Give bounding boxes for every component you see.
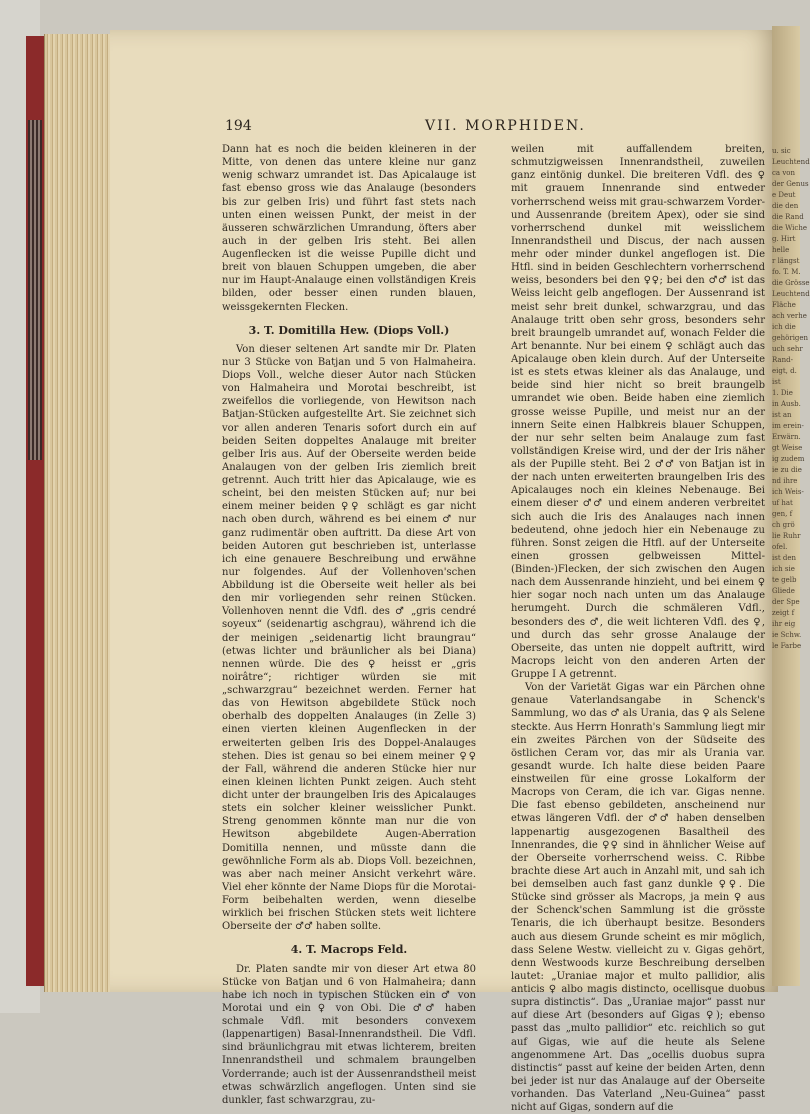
adjacent-page-line: ofel. [772, 543, 788, 551]
adjacent-page-line: ie zu die [772, 466, 802, 474]
right-column [511, 143, 765, 1114]
paragraph: Von dieser seltenen Art sandte mir Dr. Platen nur 3 Stücke von Batjan und 5 von Halmaheira. Diops Voll., welche dieser Autor nach Stücken von Halmaheira und Morotai beschreibt, ist zweifellos die vorliegende, von Hewitson nach Batjan-Stücken aufgestellte Art. Sie zeichnet sich vor allen anderen Tenaris sofort durch ein auf beiden Seiten doppeltes Analauge mit breiter gelber Iris aus. Auf der Oberseite werden beide Analaugen von der gelben Iris ziemlich breit getrennt. Auch tritt hier das Apicalauge, wie es scheint, bei den meisten Stücken auf; nur bei einem meiner beiden ♀♀ schlägt es gar nicht nach oben durch, während es bei einem ♂ nur ganz rudimentär oben auftritt. Da diese Art von beiden Autoren gut beschrieben ist, unterlasse ich eine genauere Beschreibung und erwähne nur folgendes. Auf der Vollenhoven'schen Abbildung ist die Oberseite weit heller als bei den mir vorliegenden sehr reinen Stücken. Vollenhoven nennt die Vdfl. des ♂ „gris cendré soyeux“ (seidenartig aschgrau), während ich die der meinigen „seidenartig licht braungrau“ (etwas lichter und bräunlicher als bei Diana) nennen würde. Die des ♀ heisst er „gris noirâtre“; richtiger würden sie mit „schwarzgrau“ bezeichnet werden. Ferner hat das von Hewitson abgebildete Stück noch oberhalb des doppelten Analauges (in Zelle 3) einen vierten kleinen Augenflecken in der erweiterten gelben Iris des Doppel-Analauges stehen. Dies ist genau so bei einem meiner ♀♀ der Fall, während die anderen Stücke hier nur einen kleinen lichten Punkt zeigen. Auch steht dicht unter der braungelben Iris des Apicalauges stets ein solcher kleiner weisslicher Punkt. Streng genommen könnte man nur die von Hewitson abgebildete Augen-Aberration Domitilla nennen, und müsste dann die gewöhnliche Form als ab. Diops Voll. bezeichnen, was aber nach meiner Ansicht verkehrt wäre. Viel eher könnte der Name Diops für die Morotai-Form beibehalten werden, wenn dieselbe wirklich bei frischen Stücken stets weit lichtere Oberseite der ♂♂ haben sollte. [222, 343, 476, 933]
adjacent-page-line: der Genus [772, 180, 809, 188]
adjacent-page-line: der Spe [772, 598, 800, 606]
adjacent-page-line: lie Ruhr [772, 532, 801, 540]
adjacent-page-line: helle [772, 246, 790, 254]
adjacent-page-line: ist den [772, 554, 797, 562]
adjacent-page-line: gen, f [772, 510, 793, 518]
paragraph: Dr. Platen sandte mir von dieser Art etwa 80 Stücke von Batjan und 6 von Halmaheira; dann habe ich noch in typischen Stücken ein ♂ von Morotai und ein ♀ von Obi. Die ♂♂ haben schmale Vdfl. mit besonders convexem (lappenartigen) Basal-Innenrandstheil. Die Vdfl. sind bräunlichgrau mit etwas lichterem, breiten Innenrandstheil und schmalem braungelben Vorderrande; auch ist der Aussenrandstheil meist etwas schwärzlich angeflogen. Unten sind sie dunkler, fast schwarzgrau, zu- [222, 963, 476, 1106]
paragraph: weilen mit auffallendem breiten, schmutzigweissen Innenrandstheil, zuweilen ganz eintönig dunkel. Die breiteren Vdfl. des ♀ mit grauem Innenrande sind entweder vorherrschend weiss mit grau-schwarzem Vorder- und Aussenrande (breitem Apex), oder sie sind vorherrschend dunkel mit weisslichem Innenrandstheil und Discus, der nach aussen mehr oder minder dunkel angeflogen ist. Die Htfl. sind in beiden Geschlechtern vorherrschend weiss, besonders bei den ♀♀; bei den ♂♂ ist das Weiss leicht gelb angeflogen. Der Aussenrand ist meist sehr breit dunkel, schwarzgrau, und das Analauge tritt oben sehr gross, besonders sehr breit braungelb umrandet auf, wonach Felder die Art benannte. Nur bei einem ♀ schlägt auch das Apicalauge oben klein durch. Auf der Unterseite ist es stets etwas kleiner als das Analauge, und beide sind hier nicht so breit braungelb umrandet wie oben. Beide haben eine ziemlich grosse weisse Pupille, und meist nur an der innern Seite einen Halbkreis blauer Schuppen, der nur sehr selten beim Analauge zum fast vollständigen Kreise wird, und der der Iris näher als der Pupille steht. Bei 2 ♂♂ von Batjan ist in der nach unten erweiterten braungelben Iris des Apicalauges noch ein kleines Nebenauge. Bei einem dieser ♂♂ und einem anderen verbreitet sich auch die Iris des Analauges nach innen bedeutend, ohne jedoch hier ein Nebenauge zu führen. Sonst zeigen die Htfl. auf der Unterseite einen grossen gelbweissen Mittel-(Binden-)Flecken, der sich zwischen den Augen nach dem Aussenrande hinzieht, und bei einem ♀ hier sogar noch nach unten um das Analauge herumgeht. Durch die schmäleren Vdfl., besonders des ♂, die weit lichteren Vdfl. des ♀, und durch das sehr grosse Analauge der Oberseite, das unten nie doppelt auftritt, wird Macrops leicht von den anderen Arten der Gruppe I A getrennt. [511, 144, 765, 680]
adjacent-page-line: ihr eig [772, 620, 796, 628]
adjacent-page-line: eigt, d. [772, 367, 797, 375]
paragraph: Von der Varietät Gigas war ein Pärchen ohne genaue Vaterlandsangabe in Schenck's Sammlung, wo das ♂ als Urania, das ♀ als Selene steckte. Aus Herrn Honrath's Sammlung liegt mir ein zweites Pärchen von der Südseite des östlichen Ceram vor, das mir als Urania var. gesandt wurde. Ich halte diese beiden Paare einstweilen für eine grosse Lokalform der Macrops von Ceram, die ich var. Gigas nenne. Die fast ebenso gebildeten, anscheinend nur etwas längeren Vdfl. der ♂♂ haben denselben lappenartig ausgezogenen Basaltheil des Innenrandes, die ♀♀ sind in ähnlicher Weise auf der Oberseite vorherrschend weiss. C. Ribbe brachte diese Art auch in Anzahl mit, und sah ich bei demselben auch fast ganz dunkle ♀♀. Die Stücke sind grösser als Macrops, ja mein ♀ aus der Schenck'schen Sammlung ist die grösste Tenaris, die ich überhaupt besitze. Besonders auch aus diesem Grunde scheint es mir möglich, dass Selene Westw. vielleicht zu v. Gigas gehört, denn Westwoods kurze Beschreibung derselben lautet: „Uraniae major et multo pallidior, alis anticis ♀ albo magis distincto, ocellisque duobus supra distinctis“. Das „Uraniae major“ passt nur auf diese Art (besonders auf Gigas ♀); ebenso passt das „multo pallidior“ etc. reichlich so gut auf Gigas, wie auf die heute als Selene angenommene Art. Das „ocellis duobus supra distinctis“ passt auf keine der beiden Arten, denn bei jeder ist nur das Analauge auf der Oberseite vorhanden. Das Vaterland „Neu-Guinea“ passt nicht auf Gigas, sondern auf die [511, 682, 765, 1114]
adjacent-page-line: ig zudem [772, 455, 805, 463]
adjacent-page-line: Erwärn. [772, 433, 801, 441]
adjacent-page-line: te gelb [772, 576, 797, 584]
adjacent-page-line: le Farbe [772, 642, 802, 650]
adjacent-page-line: die Wiche [772, 224, 807, 232]
paragraph: Dann hat es noch die beiden kleineren in der Mitte, von denen das untere kleine nur ganz wenig schwarz umrandet ist. Das Apicalauge ist fast ebenso gross wie das Analauge (besonders bis zur gelben Iris) und führt fast stets nach unten einen weissen Punkt, der meist in der äusseren schwärzlichen Umrandung, öfters aber auch in der gelben Iris steht. Bei allen Augenflecken ist die weisse Pupille dicht und breit von blauen Schuppen umgeben, die aber nur im Haupt-Analauge einen vollständigen Kreis bilden, oder besser einen runden blauen, weissgekernten Flecken. [222, 144, 476, 313]
page-number: 194 [225, 118, 252, 134]
adjacent-page-line: e Deut [772, 191, 796, 199]
adjacent-page-line: Rand- [772, 356, 793, 364]
adjacent-page-line: uch sehr [772, 345, 803, 353]
adjacent-page-line: uf hat [772, 499, 793, 507]
page-header [225, 118, 750, 136]
adjacent-page-line: die Grösse [772, 279, 810, 287]
adjacent-page-line: 1. Die [772, 389, 793, 397]
adjacent-page-line: ist [772, 378, 781, 386]
adjacent-page-line: u. sic [772, 147, 791, 155]
page-edges [44, 34, 115, 992]
section-heading: 4. T. Macrops Feld. [290, 943, 408, 957]
adjacent-page-line: gt Weise [772, 444, 803, 452]
adjacent-page-line: im erein- [772, 422, 804, 430]
adjacent-page-line: ch grö [772, 521, 795, 529]
adjacent-page-line: ich die [772, 323, 796, 331]
adjacent-page-line: Gliede [772, 587, 795, 595]
adjacent-page-line: g. Hirt [772, 235, 796, 243]
adjacent-page-line: ich Weis- [772, 488, 804, 496]
adjacent-page-line: ich sie [772, 565, 795, 573]
adjacent-page-line: Leuchtend [772, 290, 810, 298]
adjacent-page-line: Leuchtend [772, 158, 810, 166]
marbled-spine [28, 120, 42, 460]
adjacent-page-strip [772, 26, 810, 986]
adjacent-page-line: die den [772, 202, 799, 210]
adjacent-page-line: Fläche [772, 301, 796, 309]
left-column [222, 143, 476, 1107]
adjacent-page-line: ie Schw. [772, 631, 802, 639]
adjacent-page-line: die Rand [772, 213, 804, 221]
adjacent-page-line: r längst [772, 257, 800, 265]
adjacent-page-line: ca von [772, 169, 795, 177]
section-heading: 3. T. Domitilla Hew. (Diops Voll.) [248, 323, 450, 337]
adjacent-page-line: ach verhe [772, 312, 807, 320]
adjacent-page-line: nd ihre [772, 477, 798, 485]
adjacent-page-line: fo. T. M. [772, 268, 801, 276]
adjacent-page-line: in Ausb. [772, 400, 801, 408]
adjacent-page-line: zeigt f [772, 609, 795, 617]
running-title: VII. MORPHIDEN. [425, 118, 586, 134]
adjacent-page-line: gehörigen [772, 334, 809, 342]
adjacent-page-line: ist an [772, 411, 792, 419]
